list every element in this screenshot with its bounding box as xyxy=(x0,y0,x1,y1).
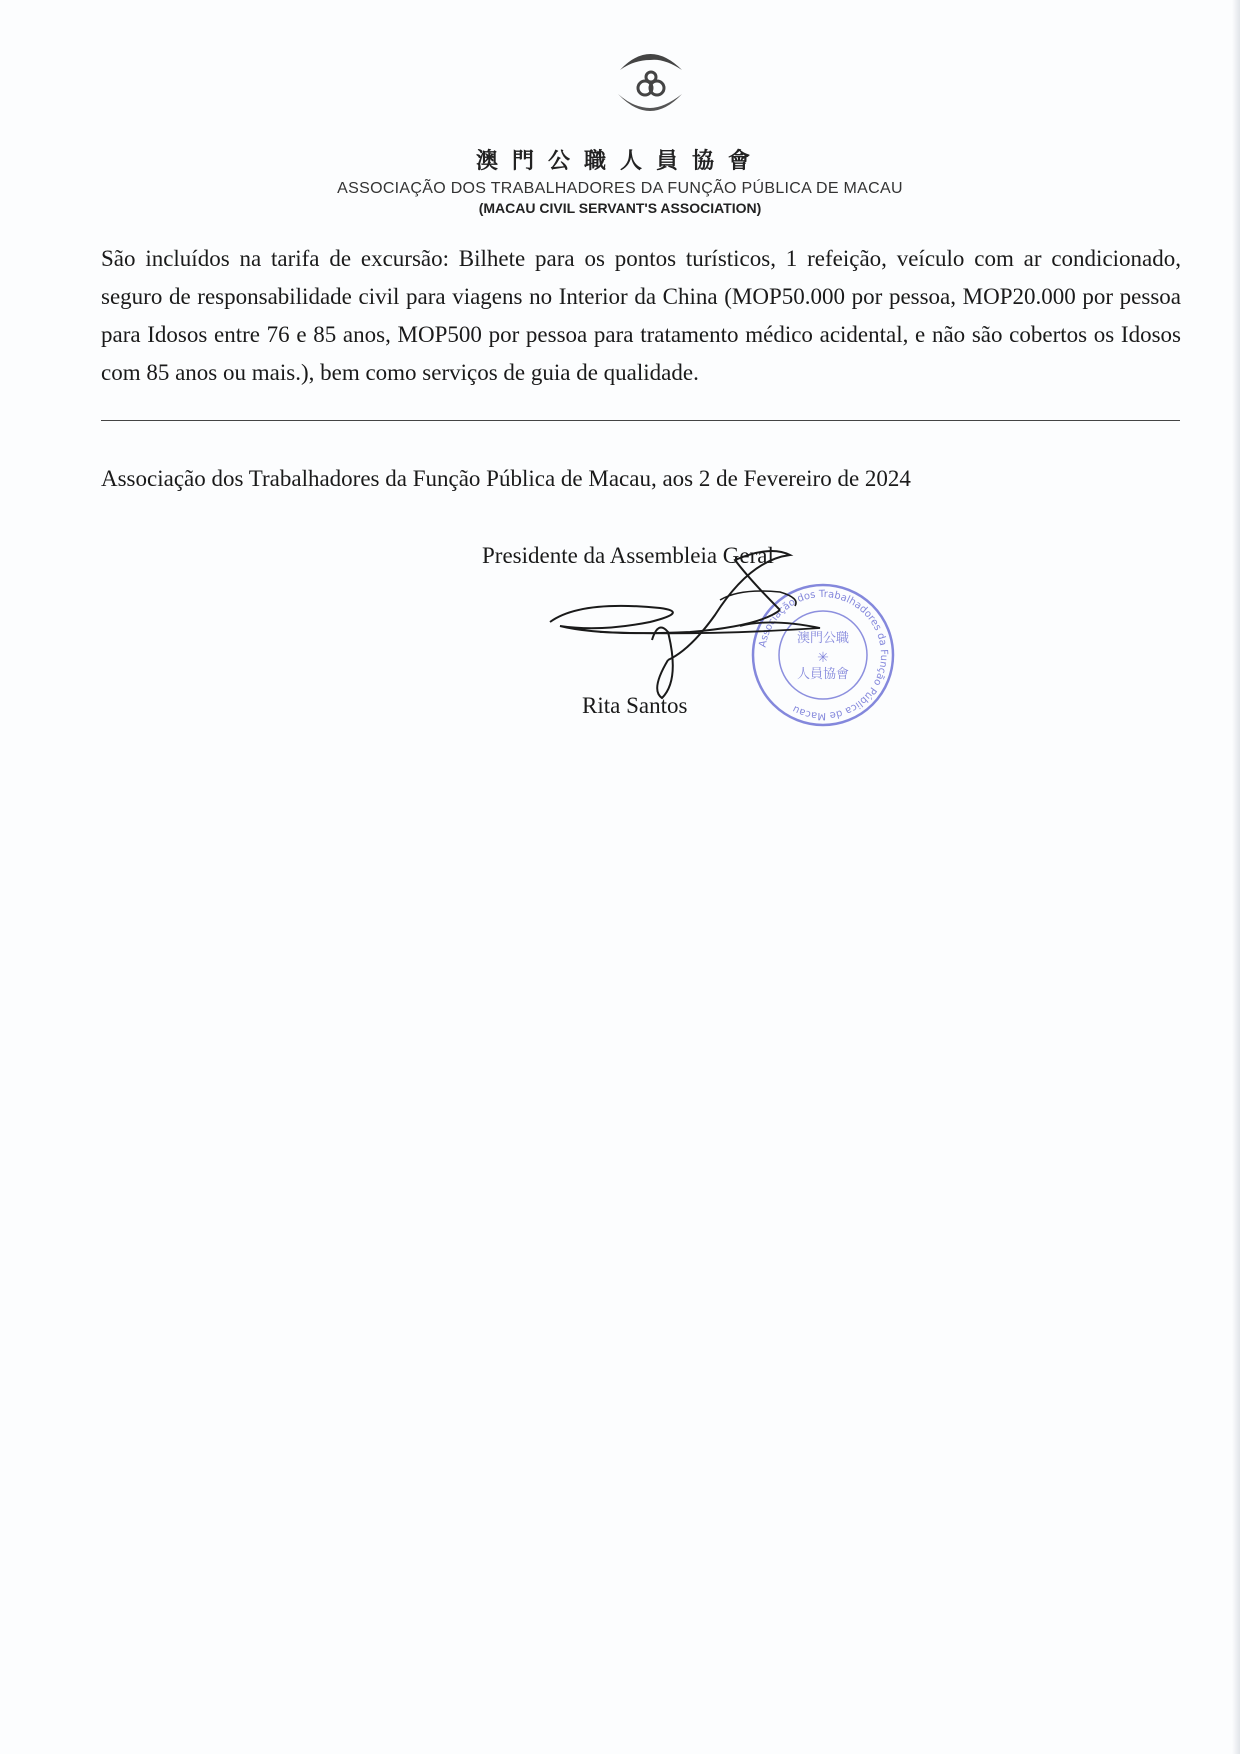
handwritten-signature xyxy=(540,540,850,710)
page-edge-shadow xyxy=(1232,0,1240,1754)
place-date-line: Associação dos Trabalhadores da Função Pública de Macau, aos 2 de Fevereiro de 2024 xyxy=(101,466,911,491)
association-name-chinese: 澳門公職人員協會 xyxy=(475,149,764,174)
association-name-english: (MACAU CIVIL SERVANT'S ASSOCIATION) xyxy=(478,200,762,216)
svg-text:人員協會: 人員協會 xyxy=(796,667,850,682)
horizontal-divider xyxy=(101,420,1180,421)
signatory-name: Rita Santos xyxy=(582,693,688,718)
association-name-portuguese: ASSOCIAÇÃO DOS TRABALHADORES DA FUNÇÃO PÚBLICA DE MACAU xyxy=(337,180,903,197)
tour-inclusions-paragraph: São incluídos na tarifa de excursão: Bilhete para os pontos turísticos, 1 refeição, veículo com ar condicionado, seguro de responsabilidade civil para viagens no Interior da China (MOP50.000 por pessoa, MOP20.000 por pessoa para Idosos entre 76 e 85 anos, MOP500 por pessoa para tratamento médico acidental, e não são cobertos os Idosos com 85 anos ou mais.), bem como serviços de guia de qualidade. xyxy=(101,246,1181,385)
svg-text:Associação dos Trabalhadores d: Associação dos Trabalhadores da Função Pública de Macau xyxy=(757,588,890,722)
signatory-title: Presidente da Assembleia Geral xyxy=(482,543,774,568)
svg-text:澳門公職: 澳門公職 xyxy=(796,631,850,646)
svg-text:✳: ✳ xyxy=(817,650,829,666)
association-logo-icon xyxy=(612,44,688,120)
